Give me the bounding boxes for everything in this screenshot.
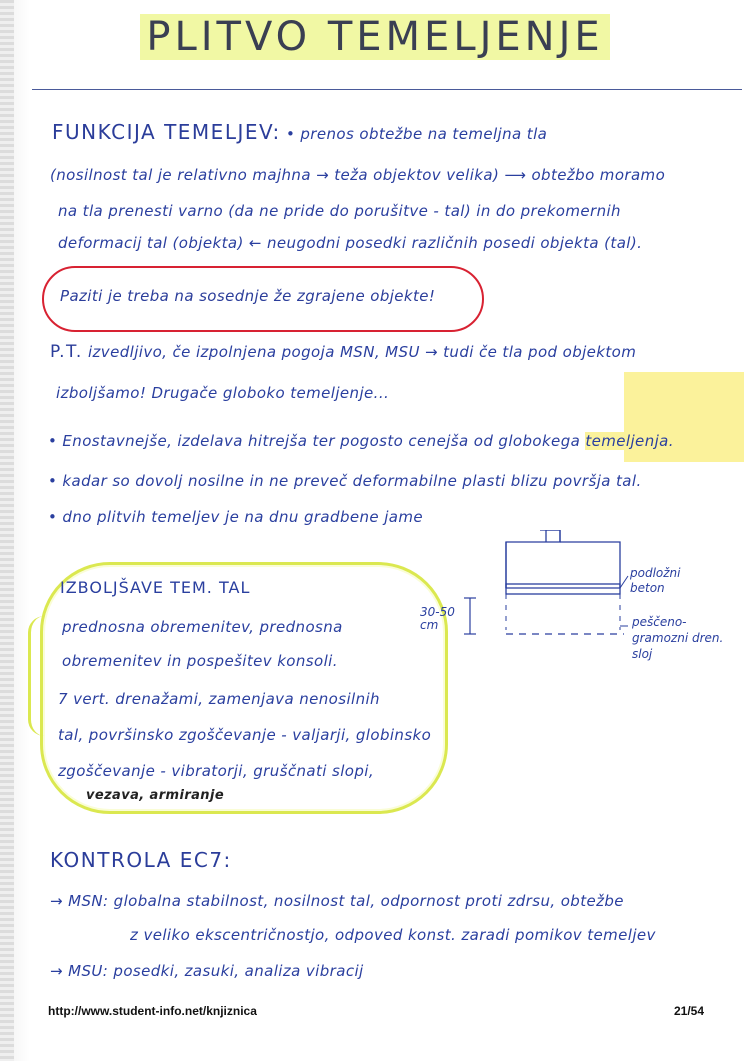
- kontrola-msn-line: → MSN: globalna stabilnost, nosilnost tal, odpornost proti zdrsu, obtežbe: [50, 892, 624, 910]
- kontrola-msu-line: → MSU: posedki, zasuki, analiza vibracij: [50, 962, 364, 980]
- bullet-item: • Enostavnejše, izdelava hitrejša ter pogosto cenejša od globokega temeljenja.: [48, 432, 674, 450]
- izboljsave-line: obremenitev in pospešitev konsoli.: [62, 652, 338, 670]
- section-heading-funkcija: FUNKCIJA TEMELJEV: • prenos obtežbe na temeljna tla: [52, 120, 548, 144]
- red-cloud-note-text: Paziti je treba na sosednje že zgrajene objekte!: [60, 287, 436, 305]
- page-title: PLITVO TEMELJENJE: [0, 14, 750, 60]
- kontrola-msn-line-2: z veliko ekscentričnostjo, odpoved konst. zaradi pomikov temeljev: [130, 926, 656, 944]
- foundation-outline: [506, 530, 560, 588]
- funkcija-line-2: (nosilnost tal je relativno majhna → teža objektov velika) ⟶ obtežbo moramo: [50, 166, 666, 184]
- page-number: 21/54: [674, 1004, 705, 1018]
- title-underline: [32, 89, 742, 90]
- izboljsave-line: vezava, armiranje: [86, 788, 225, 803]
- izboljsave-line: zgoščevanje - vibratorji, gruščnati slopi,: [58, 762, 374, 780]
- podlozni-beton-label: podložni beton: [630, 566, 681, 595]
- yellow-cloud-lobe: [28, 616, 61, 736]
- section-heading-kontrola: KONTROLA EC7:: [50, 848, 232, 872]
- izboljsave-heading: IZBOLJŠAVE TEM. TAL: [60, 578, 251, 597]
- podlozni-beton-layer: [506, 584, 620, 594]
- pt-line-2: izboljšamo! Drugače globoko temeljenje...: [56, 384, 390, 402]
- footer-url[interactable]: http://www.student-info.net/knjiznica: [48, 1004, 257, 1018]
- foundation-top: [546, 530, 560, 542]
- gramozni-sloj-label: peščeno- gramozni dren. sloj: [632, 615, 724, 661]
- pt-line-1: P.T. izvedljivo, če izpolnjena pogoja MSN, MSU → tudi če tla pod objektom: [50, 342, 637, 362]
- izboljsave-line: 7 vert. drenažami, zamenjava nenosilnih: [58, 690, 380, 708]
- izboljsave-line: tal, površinsko zgoščevanje - valjarji, globinsko: [58, 726, 432, 744]
- dimension-label: 30-50 cm: [420, 605, 455, 632]
- binding-edge: [0, 0, 14, 1061]
- bullet-item: • kadar so dovolj nosilne in ne preveč deformabilne plasti blizu površja tal.: [48, 472, 642, 490]
- funkcija-line-3: na tla prenesti varno (da ne pride do porušitve - tal) in do prekomernih: [58, 202, 621, 220]
- funkcija-line-4: deformacij tal (objekta) ← neugodni posedki različnih posedi objekta (tal).: [58, 234, 643, 252]
- izboljsave-line: prednosna obremenitev, prednosna: [62, 618, 343, 636]
- leader-podlozni: [620, 576, 628, 588]
- foundation-body: [506, 542, 620, 588]
- bullet-item: • dno plitvih temeljev je na dnu gradbene jame: [48, 508, 423, 526]
